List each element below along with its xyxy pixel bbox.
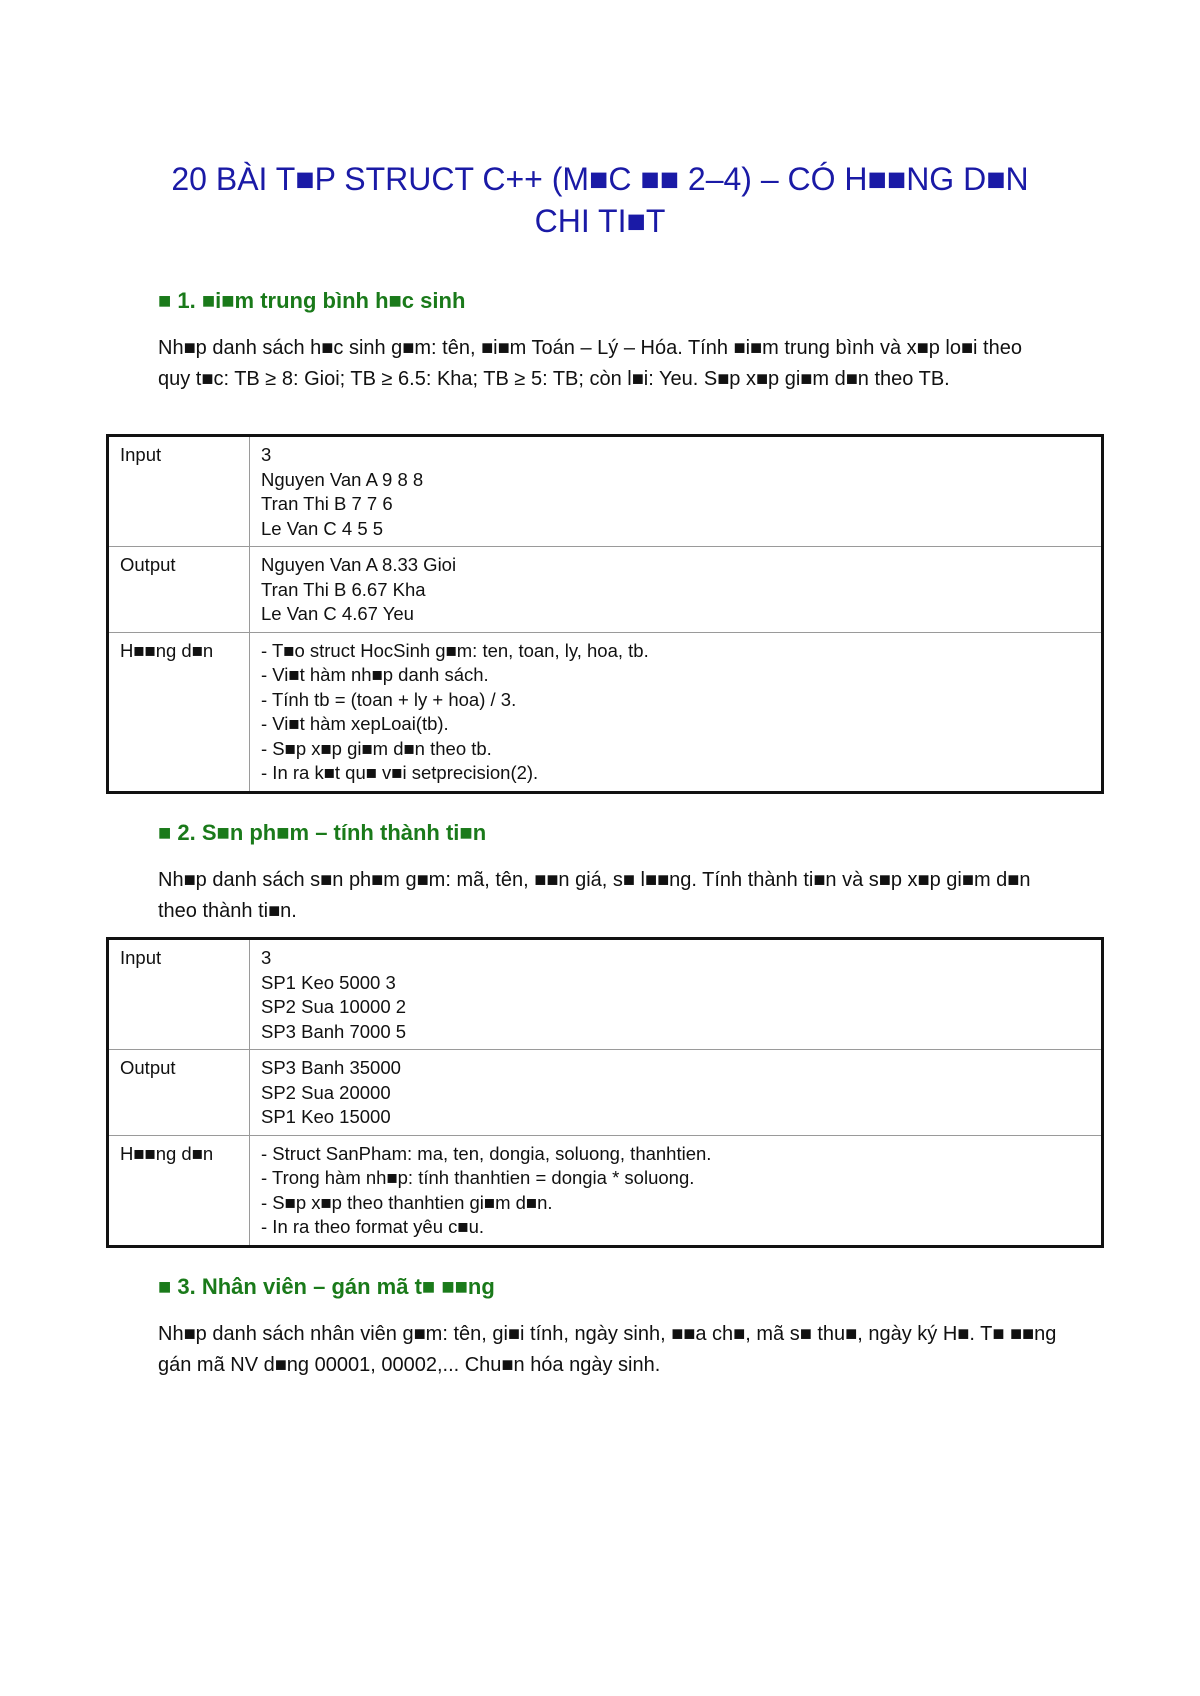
table-row xyxy=(108,632,1103,792)
guide-value: - T■o struct HocSinh g■m: ten, toan, ly, hoa, tb. - Vi■t hàm nh■p danh sách. - Tính tb = (toan + ly + hoa) / 3. - Vi■t hàm xepLoai(tb). - S■p x■p gi■m d■n theo tb. - In ra k■t qu■ v■i setprecision(2). xyxy=(250,632,1103,792)
table-row xyxy=(108,1135,1103,1246)
document-title: 20 BÀI T■P STRUCT C++ (M■C ■■ 2–4) – CÓ H■■NG D■N CHI TI■T xyxy=(171,161,1029,239)
guide-label: H■■ng d■n xyxy=(108,632,250,792)
table-row xyxy=(108,547,1103,633)
section-2-table xyxy=(106,937,1104,1248)
guide-value: - Struct SanPham: ma, ten, dongia, soluong, thanhtien. - Trong hàm nh■p: tính thanhtien = dongia * soluong. - S■p x■p theo thanhtien gi■m d■n. - In ra theo format yêu c■u. xyxy=(250,1135,1103,1246)
section-1-heading: ■ 1. ■i■m trung bình h■c sinh xyxy=(158,288,466,313)
section-1-description: Nh■p danh sách h■c sinh g■m: tên, ■i■m Toán – Lý – Hóa. Tính ■i■m trung bình và x■p lo■i theo quy t■c: TB ≥ 8: Gioi; TB ≥ 6.5: Kha; TB ≥ 5: TB; còn l■i: Yeu. S■p x■p gi■m d■n theo TB. xyxy=(158,337,1022,390)
section-1-table xyxy=(106,434,1104,794)
section-3-description: Nh■p danh sách nhân viên g■m: tên, gi■i tính, ngày sinh, ■■a ch■, mã s■ thu■, ngày ký H■. T■ ■■ng gán mã NV d■ng 00001, 00002,... Chu■n hóa ngày sinh. xyxy=(158,1323,1057,1376)
output-label: Output xyxy=(108,547,250,633)
output-value: Nguyen Van A 8.33 Gioi Tran Thi B 6.67 Kha Le Van C 4.67 Yeu xyxy=(250,547,1103,633)
guide-label: H■■ng d■n xyxy=(108,1135,250,1246)
table-row xyxy=(108,436,1103,547)
output-label: Output xyxy=(108,1050,250,1136)
input-label: Input xyxy=(108,939,250,1050)
table-row xyxy=(108,939,1103,1050)
section-2-description: Nh■p danh sách s■n ph■m g■m: mã, tên, ■■n giá, s■ l■■ng. Tính thành ti■n và s■p x■p gi■m d■n theo thành ti■n. xyxy=(158,869,1031,922)
input-label: Input xyxy=(108,436,250,547)
input-value: 3 SP1 Keo 5000 3 SP2 Sua 10000 2 SP3 Banh 7000 5 xyxy=(250,939,1103,1050)
input-value: 3 Nguyen Van A 9 8 8 Tran Thi B 7 7 6 Le Van C 4 5 5 xyxy=(250,436,1103,547)
section-2-heading: ■ 2. S■n ph■m – tính thành ti■n xyxy=(158,820,487,845)
section-3-heading: ■ 3. Nhân viên – gán mã t■ ■■ng xyxy=(158,1274,495,1299)
output-value: SP3 Banh 35000 SP2 Sua 20000 SP1 Keo 15000 xyxy=(250,1050,1103,1136)
table-row xyxy=(108,1050,1103,1136)
